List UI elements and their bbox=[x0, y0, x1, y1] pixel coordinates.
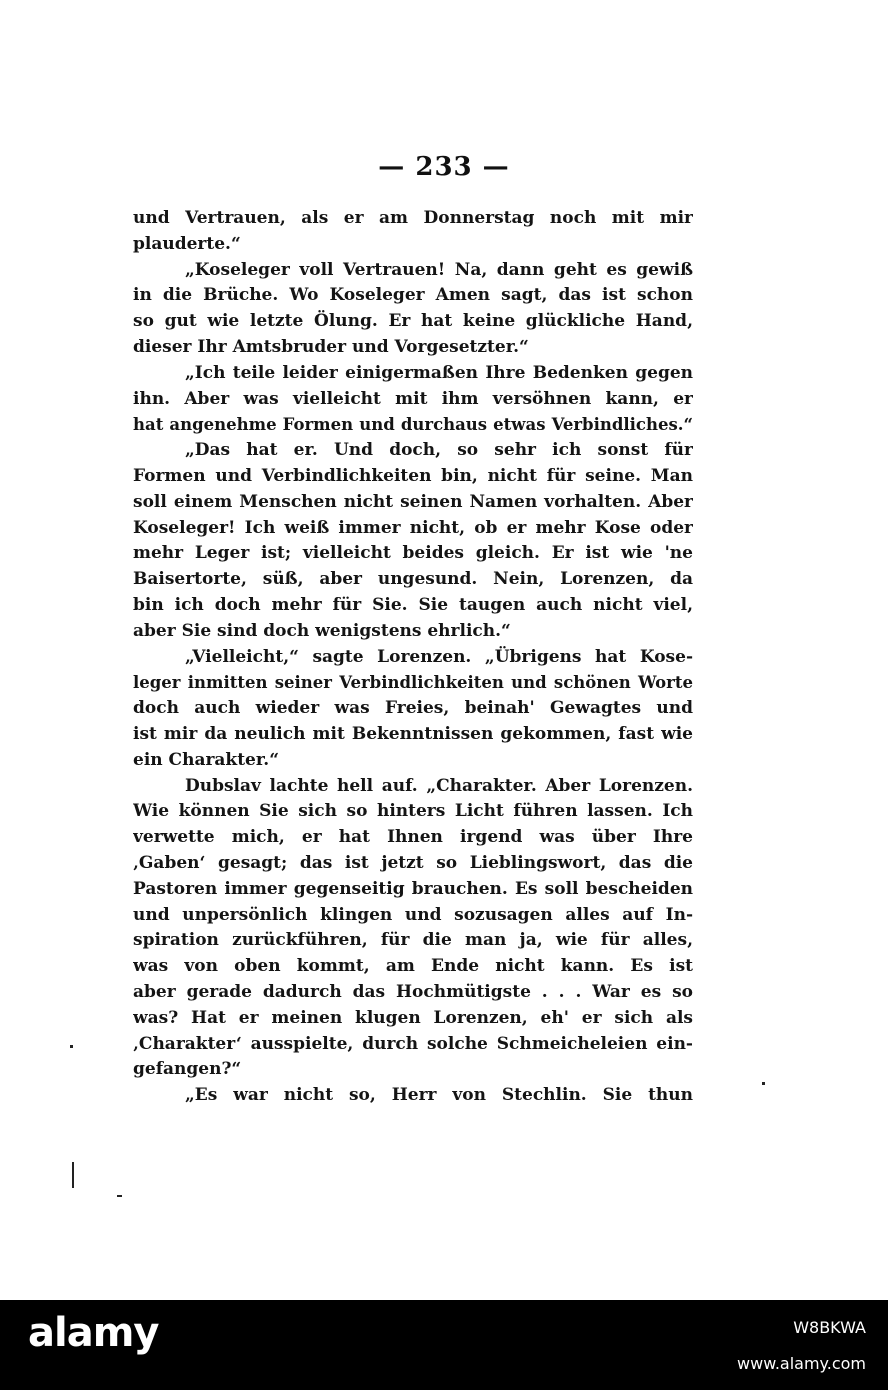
scan-speck bbox=[72, 1162, 74, 1188]
text-line: dieser Ihr Amtsbruder und Vorgesetzter.“ bbox=[133, 336, 529, 357]
text-line: ihn. Aber was vielleicht mit ihm versöhnen kann, er bbox=[133, 388, 693, 409]
scan-speck bbox=[762, 1082, 765, 1085]
text-line: mehr Leger ist; vielleicht beides gleich. Er ist wie 'ne bbox=[133, 543, 693, 564]
text-line: in die Brüche. Wo Koseleger Amen sagt, das ist schon bbox=[133, 285, 693, 306]
text-line: verwette mich, er hat Ihnen irgend was über Ihre bbox=[133, 827, 693, 848]
text-line: Dubslav lachte hell auf. „Charakter. Aber Lorenzen. bbox=[185, 775, 693, 796]
watermark-footer bbox=[0, 1300, 888, 1390]
text-line: ein Charakter.“ bbox=[133, 749, 279, 770]
text-line: ‚Charakter‘ ausspielte, durch solche Schmeicheleien ein- bbox=[133, 1033, 693, 1054]
text-line: „Es war nicht so, Herr von Stechlin. Sie thun bbox=[185, 1085, 693, 1106]
text-line: bin ich doch mehr für Sie. Sie taugen auch nicht viel, bbox=[133, 594, 693, 615]
text-line: Koseleger! Ich weiß immer nicht, ob er mehr Kose oder bbox=[133, 517, 693, 538]
text-line: „Vielleicht,“ sagte Lorenzen. „Übrigens hat Kose- bbox=[185, 646, 693, 667]
text-line: was von oben kommt, am Ende nicht kann. Es ist bbox=[133, 956, 693, 977]
text-line: doch auch wieder was Freies, beinah' Gewagtes und bbox=[133, 698, 693, 719]
text-line: „Ich teile leider einigermaßen Ihre Bedenken gegen bbox=[185, 362, 693, 383]
image-id: W8BKWA bbox=[793, 1318, 866, 1337]
text-line: Wie können Sie sich so hinters Licht führen lassen. Ich bbox=[133, 801, 693, 822]
alamy-logo: alamy bbox=[28, 1310, 159, 1356]
text-line: Baisertorte, süß, aber ungesund. Nein, Lorenzen, da bbox=[133, 569, 693, 590]
text-line: so gut wie letzte Ölung. Er hat keine glückliche Hand, bbox=[133, 311, 693, 332]
text-line: ‚Gaben‘ gesagt; das ist jetzt so Lieblingswort, das die bbox=[133, 852, 693, 873]
text-line: „Koseleger voll Vertrauen! Na, dann geht es gewiß bbox=[185, 259, 693, 280]
text-line: leger inmitten seiner Verbindlichkeiten und schönen Worte bbox=[133, 673, 693, 693]
text-line: ist mir da neulich mit Bekenntnissen gekommen, fast wie bbox=[133, 723, 693, 744]
text-line: aber gerade dadurch das Hochmütigste . . . War es so bbox=[133, 981, 693, 1002]
text-line: plauderte.“ bbox=[133, 233, 241, 254]
text-line: „Das hat er. Und doch, so sehr ich sonst für bbox=[185, 440, 693, 461]
body-text bbox=[133, 206, 693, 1109]
scan-speck bbox=[70, 1045, 73, 1048]
watermark-url: www.alamy.com bbox=[737, 1354, 866, 1373]
text-line: spiration zurückführen, für die man ja, wie für alles, bbox=[133, 930, 693, 951]
text-line: und unpersönlich klingen und sozusagen alles auf In- bbox=[133, 904, 693, 925]
text-line: soll einem Menschen nicht seinen Namen vorhalten. Aber bbox=[133, 491, 693, 512]
text-line: und Vertrauen, als er am Donnerstag noch mit mir bbox=[133, 208, 693, 228]
text-line: aber Sie sind doch wenigstens ehrlich.“ bbox=[133, 620, 511, 641]
text-line: Formen und Verbindlichkeiten bin, nicht für seine. Man bbox=[133, 465, 693, 486]
text-line: Pastoren immer gegenseitig brauchen. Es soll bescheiden bbox=[133, 878, 693, 899]
text-line: hat angenehme Formen und durchaus etwas Verbindliches.“ bbox=[133, 415, 693, 435]
text-line: gefangen?“ bbox=[133, 1059, 242, 1080]
scan-speck bbox=[117, 1195, 122, 1197]
page-number: — 233 — bbox=[378, 152, 510, 182]
text-line: was? Hat er meinen klugen Lorenzen, eh' er sich als bbox=[133, 1007, 693, 1028]
